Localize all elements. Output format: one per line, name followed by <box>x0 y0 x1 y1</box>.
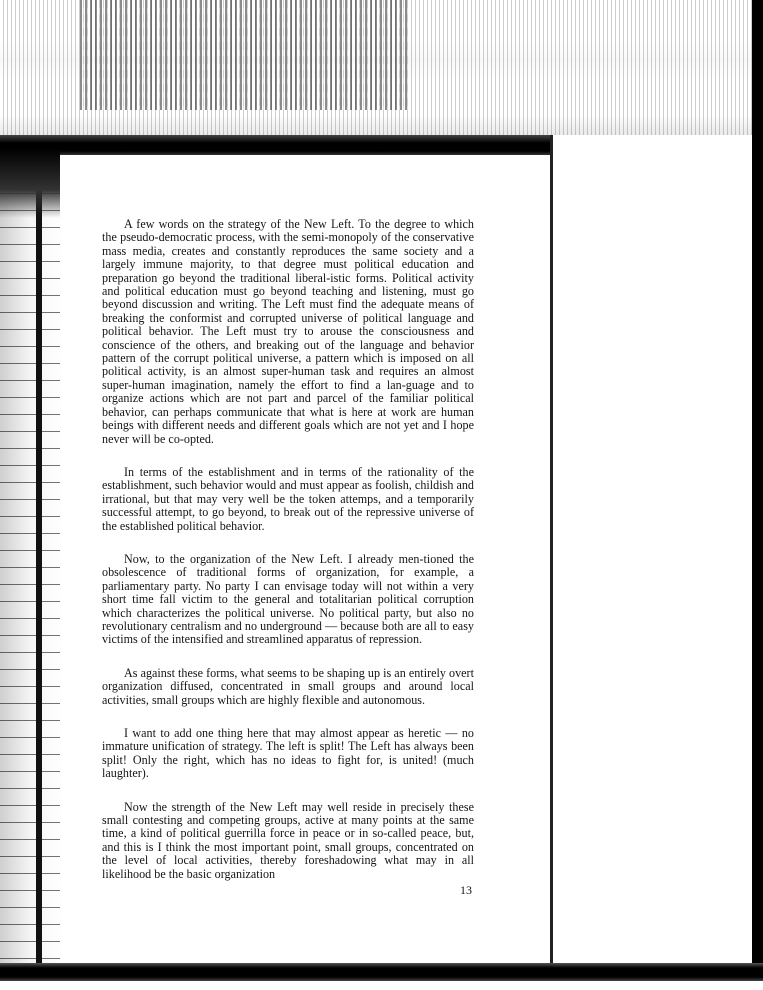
paragraph-strength: Now the strength of the New Left may well reside in precisely these small contesting and competing groups, active at many points at the same time, a kind of political guerrilla force in peace or in so-called peace, but, and this is I think the most important point, small groups, concentrated on the level of local activities, thereby foreshadowing what may in all likelihood be the basic organization <box>102 799 474 881</box>
paragraph-overt-organization: As against these forms, what seems to be shaping up is an entirely overt organization diffused, concentrated in small groups and around local activities, small groups which are highly flexible and autonomous. <box>102 665 474 707</box>
paragraph-heretic: I want to add one thing here that may almost appear as heretic — no immature unification of strategy. The left is split! The Left has always been split! Only the right, which has no ideas to fight for, is united! (much laughter). <box>102 726 474 781</box>
scan-top-border <box>0 135 555 155</box>
paragraph-organization: Now, to the organization of the New Left. I already men-tioned the obsolescence of traditional forms of organization, for example, a parliamentary party. No party I can envisage today will not within a very short time fall victim to the general and totalitarian political corruption which characterizes the political universe. No political party, but also no revolutionary centralism and no underground — because both are all to easy victims of the intensified and streamlined apparatus of repression. <box>102 551 474 647</box>
scan-bottom-margin <box>0 981 763 990</box>
paragraph-establishment: In terms of the establishment and in terms of the rationality of the establishment, such behavior would and must appear as foolish, childish and irrational, but that may very well be the token attemps, and a temporarily successful attempt, to go beyond, to break out of the repressive universe of the established political behavior. <box>102 464 474 533</box>
scan-top-wedge <box>0 148 60 218</box>
page-number: 13 <box>460 883 472 897</box>
scan-bottom-border <box>0 963 763 981</box>
scan-left-ticks <box>0 160 60 970</box>
scan-right-edge <box>550 135 763 980</box>
scan-noise-band <box>80 0 410 110</box>
scan-left-spine <box>36 150 42 980</box>
page-body <box>102 218 474 901</box>
scan-right-border <box>752 0 763 990</box>
paragraph-strategy: A few words on the strategy of the New Left. To the degree to which the pseudo-democratic process, with the semi-monopoly of the conservative mass media, creates and constantly reproduces the same society and a largely immune majority, to that degree must political education and preparation go beyond the traditional liberal-istic forms. Political activity and political education must go beyond teaching and listening, must go beyond discussion and writing. The Left must find the adequate means of breaking the conformist and corrupted universe of political language and political behavior. The Left must try to arouse the consciousness and conscience of the others, and breaking out of the language and behavior pattern of the corrupt political universe, a pattern which is imposed on all political activity, is an almost super-human task and requires an almost super-human imagination, namely the effort to find a lan-guage and to organize actions which are not part and parcel of the familiar political behavior, can perhaps communicate that what is here at work are human beings with different needs and different goals which are not yet and I hope never will be co-opted. <box>102 217 474 446</box>
